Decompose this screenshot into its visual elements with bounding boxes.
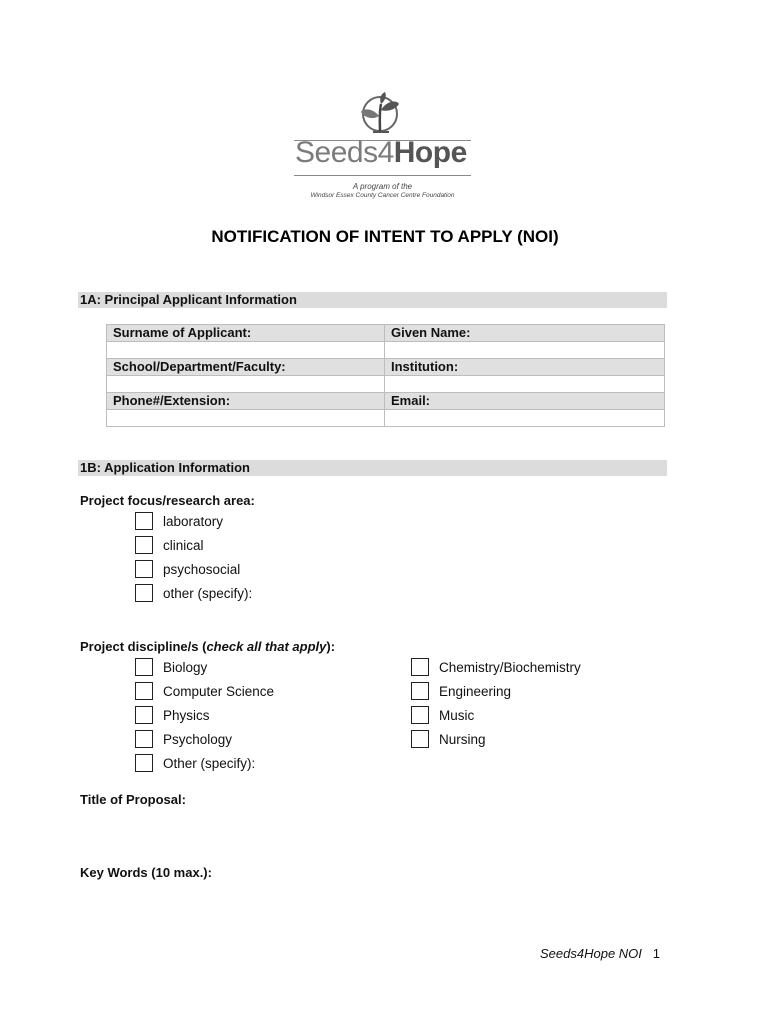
discipline-option-computer-science[interactable]: Computer Science	[135, 679, 274, 703]
logo-subtitle: A program of the	[352, 182, 413, 191]
checkbox[interactable]	[135, 682, 153, 700]
checkbox[interactable]	[135, 560, 153, 578]
surname-field[interactable]	[107, 342, 385, 359]
applicant-info-table	[106, 324, 665, 427]
logo	[290, 92, 475, 208]
logo-foundation-name: Windsor Essex County Cancer Centre Foundation	[310, 192, 455, 199]
given-name-label: Given Name:	[385, 325, 665, 342]
discipline-option-engineering[interactable]: Engineering	[411, 679, 581, 703]
focus-option-clinical[interactable]: clinical	[135, 533, 252, 557]
checkbox[interactable]	[135, 658, 153, 676]
discipline-options-left	[135, 655, 274, 775]
keywords-field[interactable]	[80, 885, 667, 929]
logo-wordmark: Seeds4Hope	[295, 136, 467, 169]
project-focus-label: Project focus/research area:	[80, 493, 255, 508]
proposal-title-field[interactable]	[80, 812, 667, 856]
discipline-option-psychology[interactable]: Psychology	[135, 727, 274, 751]
table-row	[107, 410, 665, 427]
given-name-field[interactable]	[385, 342, 665, 359]
discipline-option-music[interactable]: Music	[411, 703, 581, 727]
checkbox[interactable]	[135, 512, 153, 530]
logo-bottom-rule	[294, 175, 471, 176]
table-row	[107, 325, 665, 342]
keywords-label: Key Words (10 max.):	[80, 865, 212, 880]
page-footer	[540, 946, 660, 961]
school-department-field[interactable]	[107, 376, 385, 393]
discipline-option-physics[interactable]: Physics	[135, 703, 274, 727]
table-row	[107, 342, 665, 359]
school-department-label: School/Department/Faculty:	[107, 359, 385, 376]
phone-label: Phone#/Extension:	[107, 393, 385, 410]
project-focus-options	[135, 509, 252, 605]
checkbox[interactable]	[411, 682, 429, 700]
email-label: Email:	[385, 393, 665, 410]
document-title: NOTIFICATION OF INTENT TO APPLY (NOI)	[211, 227, 559, 246]
table-row	[107, 376, 665, 393]
checkbox[interactable]	[411, 730, 429, 748]
discipline-option-other[interactable]: Other (specify):	[135, 751, 274, 775]
checkbox[interactable]	[411, 706, 429, 724]
surname-label: Surname of Applicant:	[107, 325, 385, 342]
discipline-option-nursing[interactable]: Nursing	[411, 727, 581, 751]
checkbox[interactable]	[135, 730, 153, 748]
discipline-option-biology[interactable]: Biology	[135, 655, 274, 679]
institution-field[interactable]	[385, 376, 665, 393]
focus-option-other[interactable]: other (specify):	[135, 581, 252, 605]
checkbox[interactable]	[135, 584, 153, 602]
email-field[interactable]	[385, 410, 665, 427]
section-1b-heading: 1B: Application Information	[78, 460, 667, 476]
table-row	[107, 393, 665, 410]
page-number: 1	[652, 946, 660, 961]
checkbox[interactable]	[135, 754, 153, 772]
discipline-options-right	[411, 655, 581, 751]
footer-doc-name: Seeds4Hope NOI	[540, 946, 642, 961]
phone-field[interactable]	[107, 410, 385, 427]
section-1a-heading: 1A: Principal Applicant Information	[78, 292, 667, 308]
discipline-option-chemistry[interactable]: Chemistry/Biochemistry	[411, 655, 581, 679]
focus-option-laboratory[interactable]: laboratory	[135, 509, 252, 533]
institution-label: Institution:	[385, 359, 665, 376]
project-discipline-label: Project discipline/s (check all that apply):	[80, 639, 336, 654]
focus-option-psychosocial[interactable]: psychosocial	[135, 557, 252, 581]
table-row	[107, 359, 665, 376]
checkbox[interactable]	[135, 536, 153, 554]
proposal-title-label: Title of Proposal:	[80, 792, 186, 807]
checkbox[interactable]	[411, 658, 429, 676]
checkbox[interactable]	[135, 706, 153, 724]
leaf-logo-icon	[355, 92, 405, 140]
